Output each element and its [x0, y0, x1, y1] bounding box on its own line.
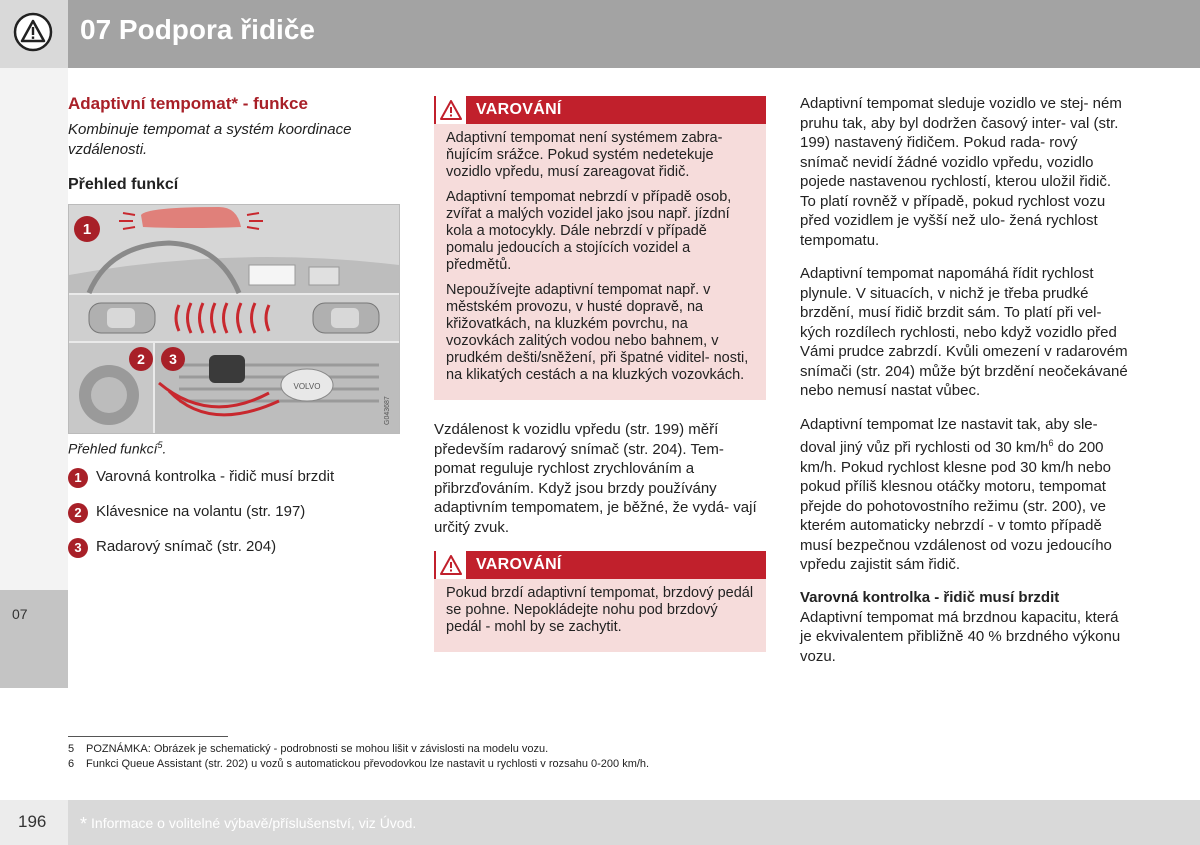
- warning-body: [434, 579, 766, 652]
- legend-text: Klávesnice na volantu (str. 197): [96, 502, 306, 520]
- legend-text: Radarový snímač (str. 204): [96, 537, 277, 555]
- overview-illustration: [69, 205, 399, 433]
- footnote-divider: [68, 736, 228, 737]
- body-text: do 200 km/h. Pokud rychlost klesne pod 30 km/h nebo pokud příliš klesnou otáčky motoru, tempomat přejde do pohotovostního režimu (str. 200), ve kterém automaticky nebrzdí - v tomto případě musí bezpečnou vzdálenost od vozu jedoucího vpředu zajistit sám řidič.: [800, 439, 1112, 573]
- footnote-text: Funkci Queue Assistant (str. 202) u vozů s automatickou převodovkou lze nastavit u rychlosti v rozsahu 0-200 km/h.: [86, 758, 650, 770]
- warning-triangle-icon: [436, 551, 466, 579]
- warning-body: [434, 124, 766, 400]
- caption-text: Přehled funkcí: [68, 440, 158, 457]
- overview-title: Přehled funkcí: [68, 176, 179, 193]
- legend-item: [68, 537, 398, 558]
- footnotes: [68, 742, 649, 772]
- body-paragraph: Adaptivní tempomat napomáhá řídit rychlost plynule. V situacích, v nichž je třeba prudké brzdění, musí řidič brzdit sám. To platí při vel- kých rozdílech rychlosti, nebo když vozidlo před Vámi prudce zabrzdí. Kvůli omezení v radarovém snímači (str. 204) může být brzdění neočekávané nebo nemusí nastat vůbec.: [800, 265, 1128, 399]
- footer-note: [80, 814, 416, 835]
- chapter-tab-label: 07: [12, 606, 28, 622]
- header-title-box: [68, 0, 1200, 68]
- footer-note-text: Informace o volitelné výbavě/příslušenství, viz Úvod.: [91, 815, 417, 831]
- header-icon-box: [0, 0, 68, 68]
- legend-number-badge: 3: [68, 538, 88, 558]
- figure-brand-text: VOLVO: [293, 382, 321, 391]
- body-text: Adaptivní tempomat lze nastavit tak, aby sle- doval jiný vůz při rychlosti od 30 km/h: [800, 415, 1098, 456]
- warning-box: [434, 551, 766, 652]
- legend-text: Varovná kontrolka - řidič musí brzdit: [96, 467, 335, 485]
- warning-paragraph: Adaptivní tempomat není systémem zabra- ňujícím srážce. Pokud systém nedetekuje vozidlo vpředu, musí zareagovat řidič.: [446, 130, 723, 180]
- warning-triangle-icon: [13, 12, 53, 52]
- page-footer: [0, 800, 1200, 845]
- legend-number-badge: 1: [68, 468, 88, 488]
- body-paragraph: Adaptivní tempomat má brzdnou kapacitu, která je ekvivalentem přibližně 40 % brzdného výkonu vozu.: [800, 608, 1121, 665]
- chapter-tab[interactable]: [0, 590, 68, 688]
- section-title: Adaptivní tempomat* - funkce: [68, 94, 308, 113]
- legend-item: [68, 502, 398, 523]
- warning-label: VAROVÁNÍ: [476, 556, 562, 573]
- section-lead: Kombinuje tempomat a systém koordinace vzdálenosti.: [68, 121, 352, 158]
- body-paragraph: [800, 415, 1130, 575]
- footnote: [68, 757, 649, 772]
- callout-1: 1: [82, 221, 92, 238]
- page-number-box: [0, 800, 68, 845]
- legend-item: [68, 467, 398, 488]
- footnote-ref[interactable]: 6: [1048, 438, 1054, 448]
- warning-box: [434, 96, 766, 400]
- caption-footnote-ref[interactable]: 5: [157, 440, 163, 450]
- warning-paragraph: Adaptivní tempomat nebrzdí v případě osob, zvířat a malých vozidel jako jsou např. jízdní kola a motocykly. Dále nebrzdí v případě pomalu jedoucích a stojících vozidel a předmětů.: [446, 189, 732, 273]
- warning-triangle-icon: [436, 96, 466, 124]
- body-paragraph: Adaptivní tempomat sleduje vozidlo ve stej- ném pruhu tak, aby byl dodržen časový inter- val (str. 199) nastavený řidičem. Pokud rada- rový snímač nevidí žádné vozidlo vpředu, vozidlo pojede nastavenou rychlostí, kterou uložil řidič. To platí rovněž v případě, pokud rychlost vozu před vozidlem je vyšší než ulo- žená rychlost tempomatu.: [800, 95, 1122, 249]
- subsection-heading: Varovná kontrolka - řidič musí brzdit: [800, 588, 1060, 606]
- column-3: [800, 94, 1130, 680]
- footnote: [68, 742, 649, 757]
- callout-2: 2: [137, 351, 145, 367]
- footnote-text: POZNÁMKA: Obrázek je schematický - podrobnosti se mohou lišit v závislosti na modelu vozu.: [86, 743, 549, 755]
- warning-paragraph: Pokud brzdí adaptivní tempomat, brzdový pedál se pohne. Nepokládejte nohu pod brzdový pedál - mohl by se zachytit.: [446, 585, 754, 635]
- legend-number-badge: 2: [68, 503, 88, 523]
- overview-figure: [68, 204, 400, 434]
- warning-header: [434, 96, 766, 124]
- figure-caption: [68, 440, 398, 457]
- figure-code: G043687: [384, 396, 391, 425]
- footnote-number: 5: [68, 743, 75, 755]
- column-2: [434, 96, 766, 672]
- column-1: [68, 94, 398, 572]
- warning-label: VAROVÁNÍ: [476, 101, 562, 118]
- footer-star: *: [80, 814, 88, 834]
- page-number: 196: [18, 812, 47, 831]
- footnote-number: 6: [68, 758, 75, 770]
- body-paragraph: Vzdálenost k vozidlu vpředu (str. 199) měří především radarový snímač (str. 204). Tem- pomat reguluje rychlost zrychlováním a přibrzďováním. Když jsou brzdy používány adaptivním tempomatem, je běžné, že vydá- vají určitý zvuk.: [434, 421, 757, 536]
- warning-header: [434, 551, 766, 579]
- caption-end: .: [162, 440, 167, 457]
- callout-3: 3: [169, 351, 177, 367]
- warning-paragraph: Nepoužívejte adaptivní tempomat např. v městském provozu, v husté dopravě, na křižovatkách, na kluzkém povrchu, na vozovkách zalitých vodou nebo bahnem, v prudkém dešti/sněžení, při špatné viditel- nosti, na klikatých cestách a na kluzkých vozovkách.: [446, 282, 749, 383]
- page-header: [0, 0, 1200, 68]
- page-title: 07 Podpora řidiče: [80, 14, 315, 45]
